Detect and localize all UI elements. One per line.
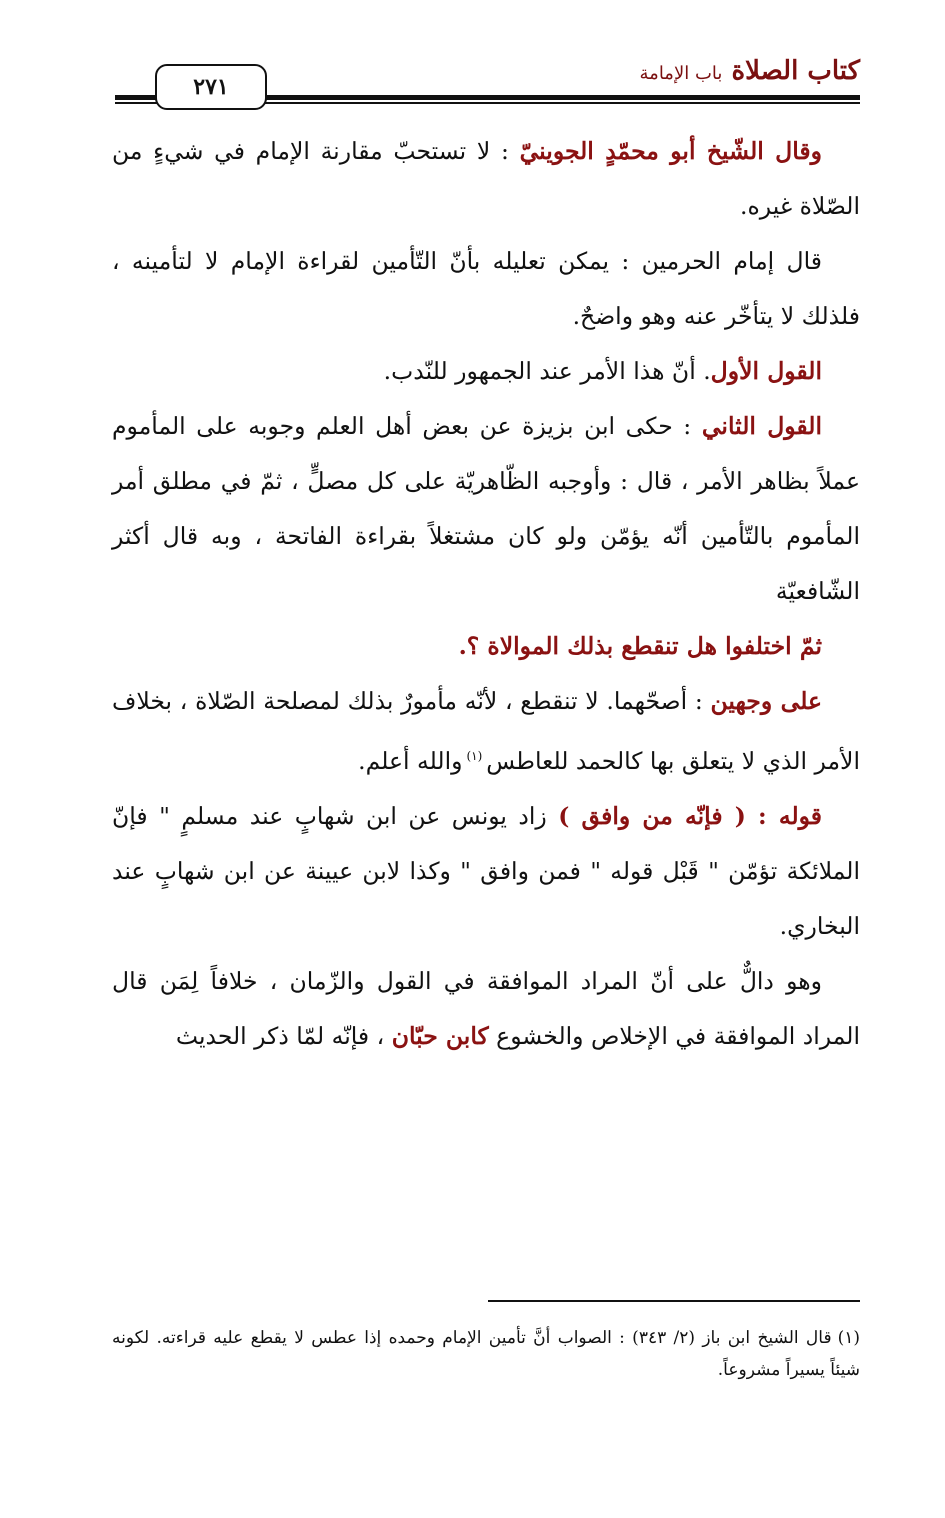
- text-run: زاد يونس عن ابن شهابٍ عند مسلمٍ " فإنّ الملائكة تؤمّن " قَبْل قوله " فمن وافق " وكذا لابن عيينة عن ابن شهابٍ عند البخاري.: [112, 801, 860, 940]
- text-run: قال إمام الحرمين : يمكن تعليله بأنّ التّأمين لقراءة الإمام لا لتأمينه ، فلذلك لا يتأخّر عنه وهو واضحٌ.: [112, 247, 860, 330]
- paragraph: [112, 234, 860, 344]
- chapter-title: باب الإمامة: [639, 63, 723, 84]
- highlighted-text: على وجهين: [710, 687, 822, 715]
- book-title: كتاب الصلاة: [731, 56, 860, 86]
- text-run: وهو دالٌّ على أنّ المراد الموافقة في القول والزّمان ، خلافاً لِمَن قال المراد الموافقة في الإخلاص والخشوع: [112, 966, 860, 1050]
- text-run: . أنّ هذا الأمر عند الجمهور للنّدب.: [383, 357, 711, 385]
- highlighted-text: ثمّ اختلفوا هل تنقطع بذلك الموالاة ؟.: [458, 632, 822, 660]
- paragraph: [112, 399, 860, 619]
- highlighted-text: القول الثاني: [701, 412, 822, 440]
- highlighted-text: قوله : ( فإنّه من وافق ): [558, 801, 823, 830]
- text-run: : لا تستحبّ مقارنة الإمام في شيءٍ من الصّلاة غيره.: [112, 137, 860, 220]
- page-number: ٢٧١: [155, 64, 267, 110]
- footnote-separator: [488, 1300, 860, 1302]
- footnote-ref[interactable]: (١): [466, 749, 483, 763]
- running-title: [640, 56, 860, 86]
- text-run: ، فإنّه لمّا ذكر الحديث: [175, 1021, 392, 1050]
- footnote-text: قال الشيخ ابن باز (٢/ ٣٤٣) : الصواب أنَّ تأمين الإمام وحمده إذا عطس لا يقطع عليه قراءته. لكونه شيئاً يسيراً مشروعاً.: [112, 1328, 860, 1380]
- paragraph: [112, 954, 860, 1064]
- paragraph: [112, 619, 860, 674]
- highlighted-text: كابن حبّان: [391, 1021, 489, 1050]
- text-run: : أصحّهما. لا تنقطع ، لأنّه مأمورٌ بذلك لمصلحة الصّلاة ، بخلاف الأمر الذي لا يتعلق بها كالحمد للعاطس: [112, 687, 860, 775]
- paragraph: [112, 124, 860, 234]
- highlighted-text: القول الأول: [710, 357, 822, 385]
- text-run: والله أعلم.: [358, 746, 463, 775]
- text-run: : حكى ابن بزيزة عن بعض أهل العلم وجوبه على المأموم عملاً بظاهر الأمر ، قال : وأوجبه الظّاهريّة على كل مصلٍّ ، ثمّ في مطلق أمر المأموم بالتّأمين أنّه يؤمّن ولو كان مشتغلاً بقراءة الفاتحة ، وبه قال أكثر الشّافعيّة: [112, 412, 860, 605]
- paragraph: [112, 674, 860, 789]
- footnotes: [112, 1322, 860, 1386]
- highlighted-text: وقال الشّيخ أبو محمّدٍ الجوينيّ: [519, 137, 822, 165]
- main-text: [112, 124, 860, 1064]
- paragraph: [112, 344, 860, 399]
- paragraph: [112, 789, 860, 954]
- page-header: [115, 56, 860, 116]
- footnote-number: (١): [837, 1328, 860, 1348]
- footnote: [112, 1322, 860, 1386]
